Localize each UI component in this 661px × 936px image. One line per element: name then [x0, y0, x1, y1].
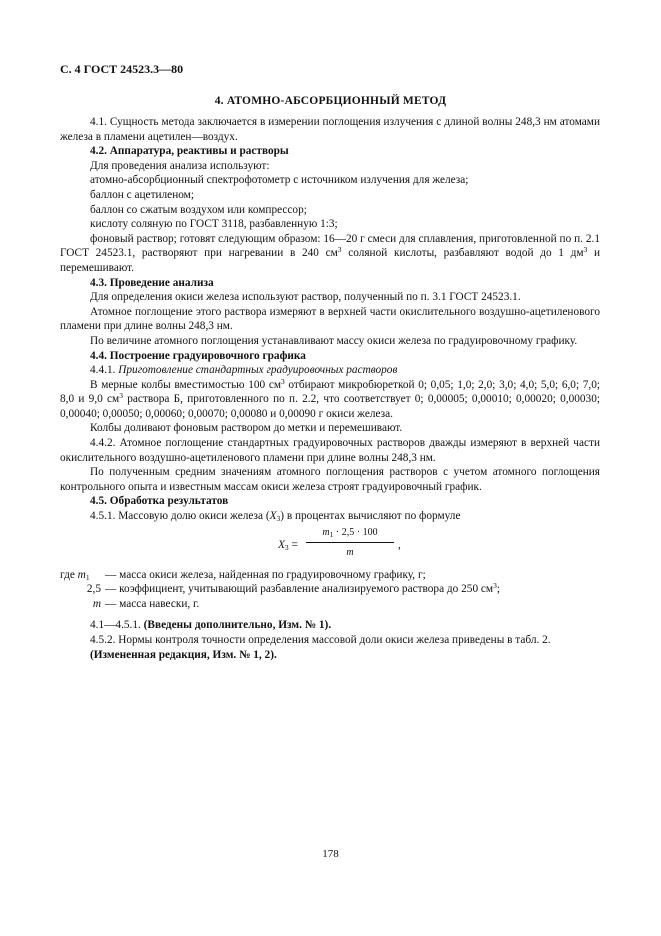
def-m1-var: m [77, 568, 86, 581]
list-item-background-solution [60, 232, 600, 276]
heading-4-5: 4.5. Обработка результатов [90, 495, 229, 508]
formula-fraction [306, 526, 394, 561]
paragraph-4-3-c: По величине атомного поглощения устанавливают массу окиси железа по градуировочному графику. [90, 334, 578, 347]
p451-text-a: 4.5.1. Массовую долю окиси железа ( [90, 510, 270, 523]
p451-var: X [269, 510, 277, 523]
paragraph-4-3-b: Атомное поглощение этого раствора измеряют в верхней части окислительного воздушно-ацетиленового пламени при длине волны 248,3 нм. [60, 305, 600, 333]
formula-denominator: m [346, 547, 354, 559]
paragraph-4-4-2: 4.4.2. Атомное поглощение стандартных градуировочных растворов дважды измеряют в верхней части окислительного воздушно-ацетиленового пламени при длине волны 248,3 нм. [60, 437, 600, 464]
formula-lhs-sub: 3 [284, 542, 289, 552]
def-m1-sub: 1 [85, 572, 90, 582]
bg-text-2: соляной кислоты, разбавляют водой до 1 дм [341, 247, 584, 260]
def-k-text-2: ; [496, 583, 500, 596]
list-item-spectrophotometer: атомно-абсорбционный спектрофотометр с источником излучения для железа; [90, 174, 469, 187]
formula-lhs-var: X [278, 538, 285, 551]
bg-text-1: фоновый раствор; готовят следующим образом: 16—20 г смеси для сплавления, приготовленной по п. 2.1 ГОСТ 24523.1, растворяют при нагревании в 240 см [60, 232, 600, 260]
amendment-note: (Введены дополнительно, Изм. № 1). [143, 619, 332, 632]
paragraph-4-1: 4.1. Сущность метода заключается в измерении поглощения излучения с длиной волны 248,3 нм атомами железа в пламени ацетилен—воздух. [60, 116, 600, 143]
formula-equals: = [288, 538, 298, 551]
std-sup-2: 3 [119, 391, 123, 401]
paragraph-fill: Колбы доливают фоновым раствором до метки и перемешивают. [90, 422, 403, 435]
def-text-m1: — масса окиси железа, найденная по градуировочному графику, г; [105, 568, 426, 581]
formula-lhs [278, 538, 298, 553]
heading-4-2: 4.2. Аппаратура, реактивы и растворы [90, 145, 289, 158]
bg-text-3: и перемешивают. [60, 247, 600, 274]
document-body [60, 115, 600, 662]
def-k-sup: 3 [493, 581, 497, 591]
def-where: где [60, 568, 75, 581]
formula [60, 524, 600, 568]
def-text-k [105, 582, 500, 597]
def-row-k [60, 582, 600, 597]
list-item-air: баллон со сжатым воздухом или компрессор; [90, 203, 307, 216]
clause-number: 4.4.1. [90, 364, 116, 377]
def-symbol-m1 [60, 568, 105, 583]
bg-sup-2: 3 [583, 245, 588, 255]
heading-4-3: 4.3. Проведение анализа [90, 276, 214, 289]
numerator-sub: 1 [329, 529, 334, 539]
paragraph-4-5-2: 4.5.2. Нормы контроля точности определения массовой доли окиси железа приведены в табл. 2. [90, 634, 551, 646]
amendment-range: 4.1—4.5.1. [90, 619, 141, 632]
p451-text-b: ) в процентах вычисляют по формуле [280, 510, 461, 523]
formula-tail: , [398, 538, 401, 551]
std-text-1: В мерные колбы вместимостью 100 см [90, 378, 281, 391]
edit-note: (Измененная редакция, Изм. № 1, 2). [90, 648, 277, 661]
paragraph-4-5-1 [60, 509, 600, 524]
def-row-m [60, 597, 600, 612]
numerator-rest: · 2,5 · 100 [333, 526, 378, 538]
page-header: С. 4 ГОСТ 24523.3—80 [60, 62, 184, 76]
def-k-text-1: — коэффициент, учитывающий разбавление анализируемого раствора до 250 см [105, 583, 494, 596]
page-number: 178 [322, 848, 339, 860]
paragraph-4-4-1 [60, 363, 600, 378]
def-text-m: — масса навески, г. [105, 597, 200, 610]
p451-sub: 3 [276, 514, 281, 524]
heading-4-4: 4.4. Построение градуировочного графика [90, 349, 306, 362]
list-intro: Для проведения анализа используют: [90, 159, 270, 172]
paragraph-standard-solutions [60, 378, 600, 422]
clause-title: Приготовление стандартных градуировочных растворов [118, 364, 398, 377]
def-symbol-k: 2,5 [86, 583, 101, 596]
amendment-4-1-4-5-1 [60, 618, 600, 633]
def-row-m1 [60, 568, 600, 583]
def-symbol-m: m [92, 597, 101, 610]
std-text-2: отбирают микробюреткой 0; 0,05; 1,0; 2,0; 3,0; 4,0; 5,0; 6,0; 7,0; 8,0 и 9,0 см [60, 378, 600, 406]
paragraph-4-4-3: По полученным средним значениям атомного поглощения растворов с учетом атомного поглощения контрольного опыта и известным массам окиси железа строят градуировочный график. [60, 466, 600, 493]
formula-numerator [306, 526, 394, 544]
list-item-acetylene: баллон с ацетиленом; [90, 188, 194, 201]
std-text-3: раствора Б, приготовленного по п. 2.2, что соответствует 0; 0,00005; 0,00010; 0,00020; 0,00030; 0,00040; 0,00050; 0,00060; 0,00070; 0,00080 и 0,00090 г окиси железа. [60, 393, 600, 420]
numerator-var: m [322, 526, 330, 538]
section-title: 4. АТОМНО-АБСОРБЦИОННЫЙ МЕТОД [214, 95, 447, 107]
variable-definitions [60, 568, 600, 612]
std-sup-1: 3 [281, 376, 285, 386]
list-item-acid: кислоту соляную по ГОСТ 3118, разбавленную 1:3; [90, 218, 338, 231]
paragraph-4-3-a: Для определения окиси железа используют раствор, полученный по п. 3.1 ГОСТ 24523.1. [90, 291, 521, 304]
bg-sup-1: 3 [337, 245, 342, 255]
